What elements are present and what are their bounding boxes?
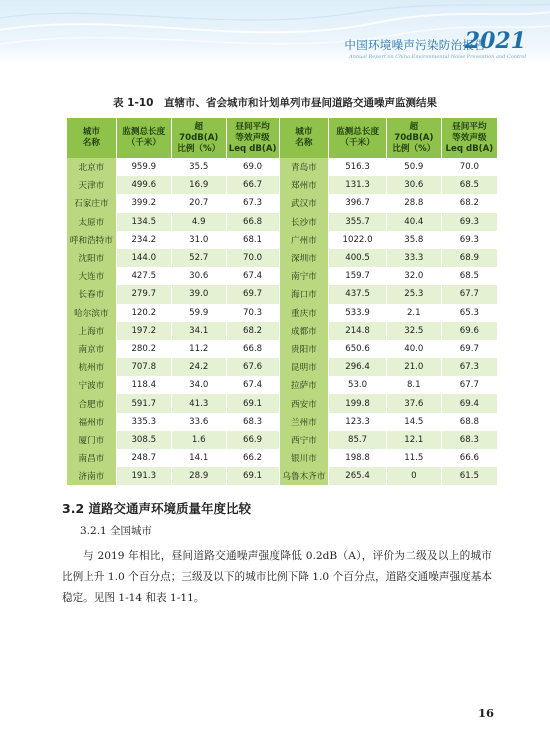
- col-header-city-2: [279, 118, 329, 158]
- value-cell: 39.0: [171, 285, 226, 303]
- value-cell: 144.0: [116, 249, 171, 267]
- city-name-cell: 成都市: [279, 322, 329, 340]
- value-cell: 69.6: [441, 322, 497, 340]
- col-header-length: [116, 118, 171, 158]
- value-cell: 68.3: [441, 431, 497, 449]
- value-cell: 14.1: [171, 449, 226, 467]
- value-cell: 118.4: [116, 376, 171, 394]
- value-cell: 68.5: [441, 176, 497, 194]
- col-header-text: 超 70dB(A) 比例（%）: [177, 121, 221, 154]
- city-name-cell: 天津市: [67, 176, 116, 194]
- value-cell: 67.3: [441, 358, 497, 376]
- city-name-cell: 郑州市: [279, 176, 329, 194]
- value-cell: 53.0: [329, 376, 387, 394]
- col-header-length-2: [329, 118, 387, 158]
- city-name-cell: 呼和浩特市: [67, 231, 116, 249]
- value-cell: 67.4: [226, 267, 279, 285]
- table-row: [67, 213, 497, 231]
- col-header-text: 监测总长度 （千米）: [122, 127, 166, 148]
- value-cell: 68.9: [441, 249, 497, 267]
- table-row: [67, 340, 497, 358]
- value-cell: 16.9: [171, 176, 226, 194]
- city-name-cell: 济南市: [67, 467, 116, 485]
- value-cell: 34.1: [171, 322, 226, 340]
- value-cell: 65.3: [441, 304, 497, 322]
- table-row: [67, 431, 497, 449]
- value-cell: 131.3: [329, 176, 387, 194]
- value-cell: 52.7: [171, 249, 226, 267]
- table-row: [67, 304, 497, 322]
- value-cell: 68.8: [441, 413, 497, 431]
- value-cell: 11.2: [171, 340, 226, 358]
- value-cell: 499.6: [116, 176, 171, 194]
- value-cell: 234.2: [116, 231, 171, 249]
- col-header-city: [67, 118, 116, 158]
- value-cell: 61.5: [441, 467, 497, 485]
- value-cell: 34.0: [171, 376, 226, 394]
- city-name-cell: 拉萨市: [279, 376, 329, 394]
- value-cell: 591.7: [116, 394, 171, 412]
- table-row: [67, 449, 497, 467]
- value-cell: 68.3: [226, 413, 279, 431]
- value-cell: 68.1: [226, 231, 279, 249]
- value-cell: 35.8: [386, 231, 441, 249]
- value-cell: 32.5: [386, 322, 441, 340]
- value-cell: 14.5: [386, 413, 441, 431]
- table-row: [67, 158, 497, 176]
- city-name-cell: 南京市: [67, 340, 116, 358]
- noise-monitoring-table: [67, 118, 497, 485]
- col-header-text: 城市 名称: [82, 127, 100, 148]
- value-cell: 85.7: [329, 431, 387, 449]
- value-cell: 66.8: [226, 213, 279, 231]
- table-row: [67, 467, 497, 485]
- col-header-text: 超 70dB(A) 比例（%）: [392, 121, 436, 154]
- value-cell: 37.6: [386, 394, 441, 412]
- value-cell: 35.5: [171, 158, 226, 176]
- city-name-cell: 石家庄市: [67, 194, 116, 212]
- value-cell: 533.9: [329, 304, 387, 322]
- table-row: [67, 249, 497, 267]
- value-cell: 399.2: [116, 194, 171, 212]
- value-cell: 67.6: [226, 358, 279, 376]
- table-header-row: [67, 118, 497, 158]
- value-cell: 33.6: [171, 413, 226, 431]
- value-cell: 308.5: [116, 431, 171, 449]
- value-cell: 0: [386, 467, 441, 485]
- col-header-leq-2: [441, 118, 497, 158]
- value-cell: 68.2: [226, 322, 279, 340]
- value-cell: 59.9: [171, 304, 226, 322]
- value-cell: 21.0: [386, 358, 441, 376]
- value-cell: 28.9: [171, 467, 226, 485]
- col-header-leq: [226, 118, 279, 158]
- city-name-cell: 大连市: [67, 267, 116, 285]
- value-cell: 24.2: [171, 358, 226, 376]
- col-header-over70-2: [386, 118, 441, 158]
- city-name-cell: 南昌市: [67, 449, 116, 467]
- city-name-cell: 海口市: [279, 285, 329, 303]
- value-cell: 199.8: [329, 394, 387, 412]
- col-header-text: 昼间平均 等效声级 Leq dB(A): [228, 121, 277, 154]
- city-name-cell: 太原市: [67, 213, 116, 231]
- table-row: [67, 285, 497, 303]
- col-header-text: 昼间平均 等效声级 Leq dB(A): [445, 121, 494, 154]
- city-name-cell: 北京市: [67, 158, 116, 176]
- value-cell: 159.7: [329, 267, 387, 285]
- value-cell: 2.1: [386, 304, 441, 322]
- value-cell: 66.7: [226, 176, 279, 194]
- value-cell: 33.3: [386, 249, 441, 267]
- city-name-cell: 厦门市: [67, 431, 116, 449]
- city-name-cell: 青岛市: [279, 158, 329, 176]
- value-cell: 134.5: [116, 213, 171, 231]
- value-cell: 50.9: [386, 158, 441, 176]
- table-row: [67, 231, 497, 249]
- value-cell: 41.3: [171, 394, 226, 412]
- city-name-cell: 乌鲁木齐市: [279, 467, 329, 485]
- value-cell: 32.0: [386, 267, 441, 285]
- value-cell: 68.5: [441, 267, 497, 285]
- table-row: [67, 413, 497, 431]
- city-name-cell: 南宁市: [279, 267, 329, 285]
- page-number: 16: [477, 706, 494, 720]
- table-row: [67, 358, 497, 376]
- value-cell: 214.8: [329, 322, 387, 340]
- value-cell: 4.9: [171, 213, 226, 231]
- value-cell: 198.8: [329, 449, 387, 467]
- value-cell: 68.2: [441, 194, 497, 212]
- city-name-cell: 武汉市: [279, 194, 329, 212]
- value-cell: 69.4: [441, 394, 497, 412]
- value-cell: 30.6: [171, 267, 226, 285]
- city-name-cell: 银川市: [279, 449, 329, 467]
- table-row: [67, 376, 497, 394]
- city-name-cell: 兰州市: [279, 413, 329, 431]
- value-cell: 1022.0: [329, 231, 387, 249]
- value-cell: 69.0: [226, 158, 279, 176]
- value-cell: 70.0: [226, 249, 279, 267]
- value-cell: 69.7: [226, 285, 279, 303]
- col-header-text: 监测总长度 （千米）: [336, 127, 380, 148]
- table-caption: 表 1-10 直辖市、省会城市和计划单列市昼间道路交通噪声监测结果: [113, 97, 437, 109]
- value-cell: 66.9: [226, 431, 279, 449]
- body-paragraph: 与 2019 年相比，昼间道路交通噪声强度降低 0.2dB（A），评价为二级及以上的城市比例上升 1.0 个百分点；三级及以下的城市比例下降 1.0 个百分点，道路交通噪声强度基本稳定。见图 1-14 和表 1-11。: [62, 550, 492, 604]
- value-cell: 69.1: [226, 467, 279, 485]
- city-name-cell: 贵阳市: [279, 340, 329, 358]
- value-cell: 1.6: [171, 431, 226, 449]
- report-year: 2021: [464, 28, 526, 54]
- value-cell: 28.8: [386, 194, 441, 212]
- value-cell: 120.2: [116, 304, 171, 322]
- city-name-cell: 合肥市: [67, 394, 116, 412]
- value-cell: 191.3: [116, 467, 171, 485]
- city-name-cell: 西宁市: [279, 431, 329, 449]
- city-name-cell: 长沙市: [279, 213, 329, 231]
- value-cell: 20.7: [171, 194, 226, 212]
- value-cell: 69.3: [441, 213, 497, 231]
- value-cell: 355.7: [329, 213, 387, 231]
- city-name-cell: 深圳市: [279, 249, 329, 267]
- table-row: [67, 394, 497, 412]
- value-cell: 69.1: [226, 394, 279, 412]
- value-cell: 123.3: [329, 413, 387, 431]
- city-name-cell: 昆明市: [279, 358, 329, 376]
- value-cell: 11.5: [386, 449, 441, 467]
- report-subtitle: Annual Report on China Environmental Noise Prevention and Control: [349, 54, 526, 60]
- value-cell: 66.6: [441, 449, 497, 467]
- value-cell: 248.7: [116, 449, 171, 467]
- city-name-cell: 哈尔滨市: [67, 304, 116, 322]
- col-header-text: 城市 名称: [295, 127, 313, 148]
- city-name-cell: 西安市: [279, 394, 329, 412]
- value-cell: 400.5: [329, 249, 387, 267]
- city-name-cell: 宁波市: [67, 376, 116, 394]
- city-name-cell: 长春市: [67, 285, 116, 303]
- report-title: 中国环境噪声污染防治报告: [344, 38, 486, 52]
- value-cell: 12.1: [386, 431, 441, 449]
- value-cell: 280.2: [116, 340, 171, 358]
- value-cell: 40.0: [386, 340, 441, 358]
- table-row: [67, 267, 497, 285]
- value-cell: 516.3: [329, 158, 387, 176]
- value-cell: 69.7: [441, 340, 497, 358]
- value-cell: 279.7: [116, 285, 171, 303]
- section-title: 3.2 道路交通声环境质量年度比较: [62, 501, 251, 516]
- value-cell: 67.7: [441, 285, 497, 303]
- col-header-over70: [171, 118, 226, 158]
- value-cell: 650.6: [329, 340, 387, 358]
- value-cell: 40.4: [386, 213, 441, 231]
- value-cell: 67.7: [441, 376, 497, 394]
- city-name-cell: 上海市: [67, 322, 116, 340]
- value-cell: 66.8: [226, 340, 279, 358]
- value-cell: 265.4: [329, 467, 387, 485]
- subsection-title: 3.2.1 全国城市: [80, 525, 153, 537]
- value-cell: 707.8: [116, 358, 171, 376]
- city-name-cell: 重庆市: [279, 304, 329, 322]
- table-row: [67, 194, 497, 212]
- value-cell: 8.1: [386, 376, 441, 394]
- value-cell: 67.4: [226, 376, 279, 394]
- city-name-cell: 沈阳市: [67, 249, 116, 267]
- value-cell: 197.2: [116, 322, 171, 340]
- value-cell: 66.2: [226, 449, 279, 467]
- value-cell: 437.5: [329, 285, 387, 303]
- value-cell: 396.7: [329, 194, 387, 212]
- value-cell: 31.0: [171, 231, 226, 249]
- value-cell: 70.3: [226, 304, 279, 322]
- table-row: [67, 322, 497, 340]
- city-name-cell: 福州市: [67, 413, 116, 431]
- value-cell: 296.4: [329, 358, 387, 376]
- value-cell: 69.3: [441, 231, 497, 249]
- value-cell: 25.3: [386, 285, 441, 303]
- value-cell: 335.3: [116, 413, 171, 431]
- value-cell: 427.5: [116, 267, 171, 285]
- value-cell: 70.0: [441, 158, 497, 176]
- city-name-cell: 杭州市: [67, 358, 116, 376]
- value-cell: 67.3: [226, 194, 279, 212]
- table-row: [67, 176, 497, 194]
- city-name-cell: 广州市: [279, 231, 329, 249]
- value-cell: 30.6: [386, 176, 441, 194]
- value-cell: 959.9: [116, 158, 171, 176]
